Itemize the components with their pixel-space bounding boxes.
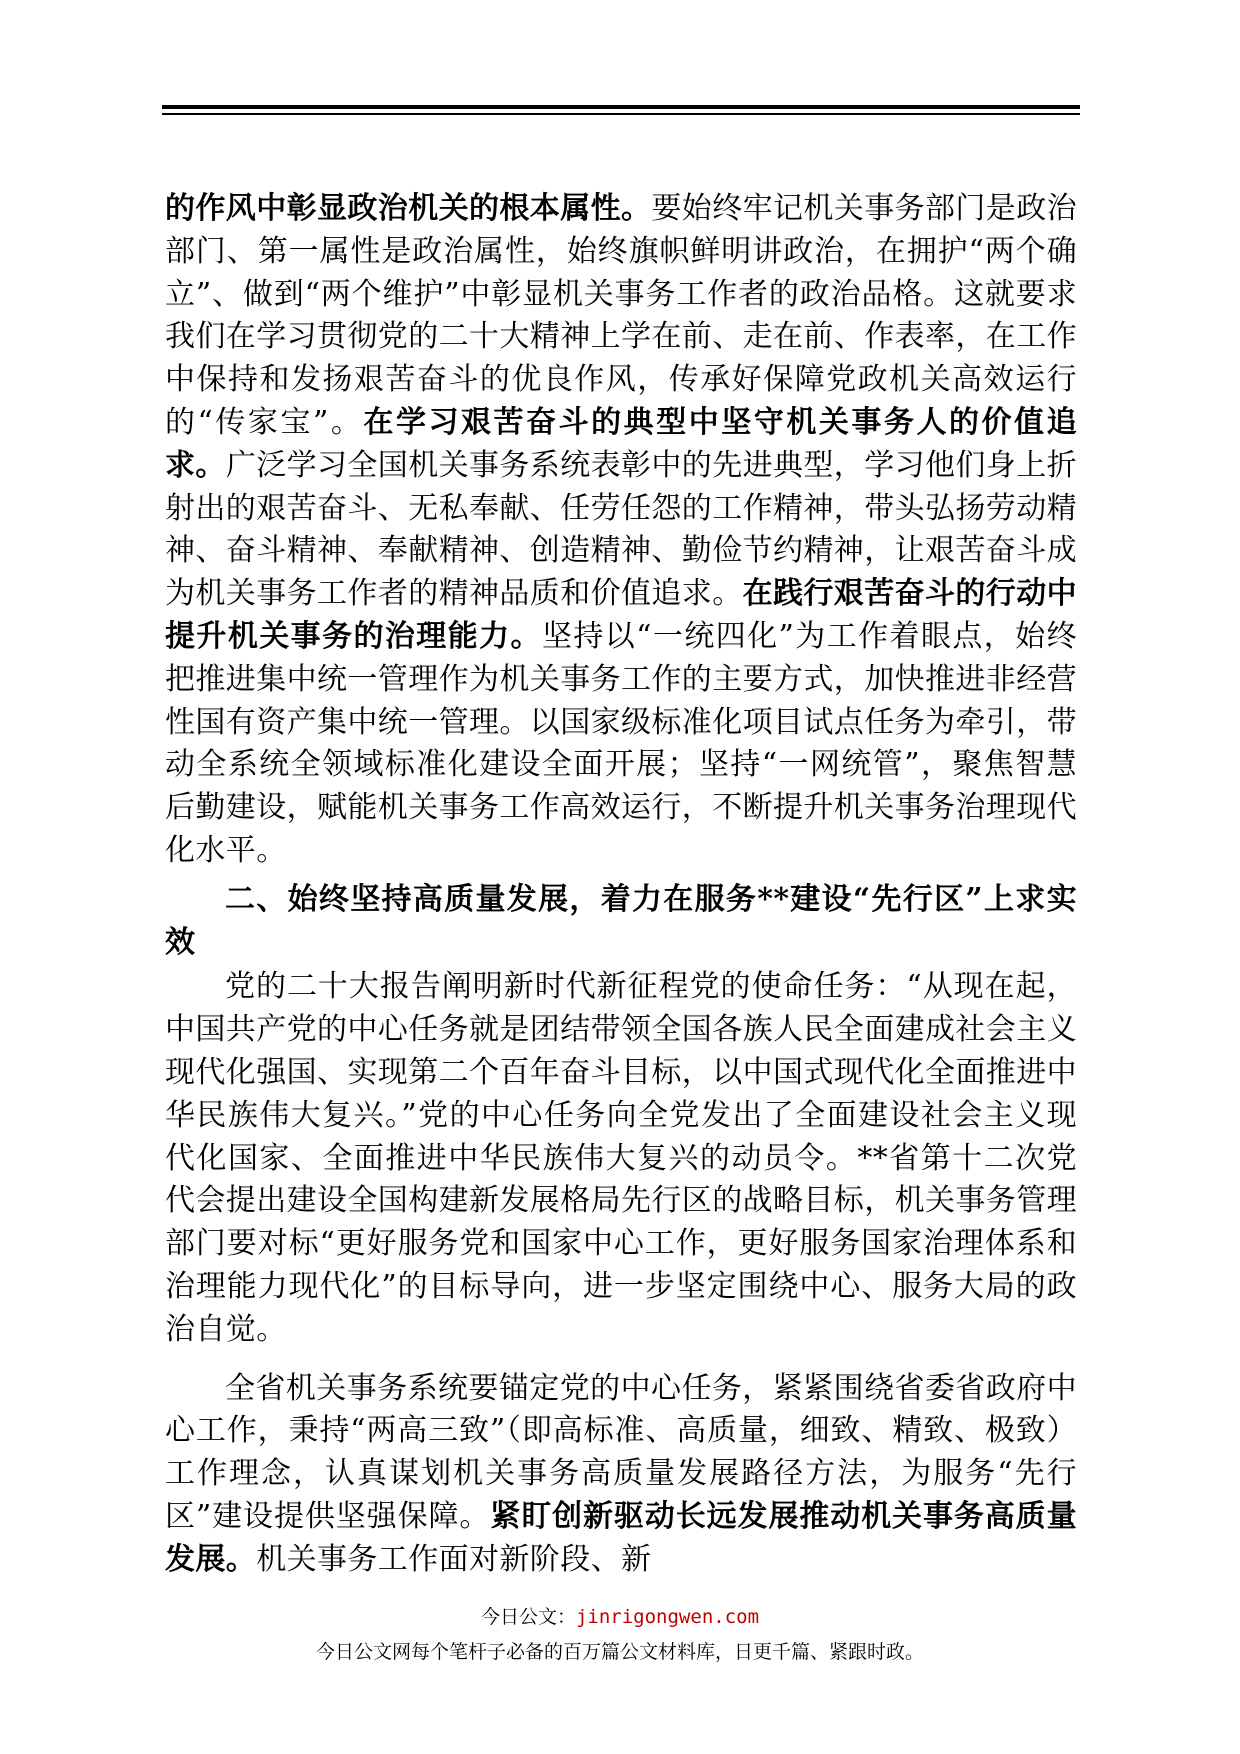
footer-source	[0, 1605, 1240, 1629]
bold-phrase-2: 在学习艰苦奋斗的典型中坚守机关事务人的价值追求。	[165, 404, 1077, 483]
bold-phrase-3: 在践行艰苦奋斗的行动中提升机关事务的治理能力。	[165, 576, 1078, 654]
text-run-4: 全省机关事务系统要锚定党的中心任务，紧紧围绕省委省政府中心工作，秉持“两高三致”（即高标准、高质量，细致、精致、极致）工作理念，认真谋划机关事务高质量发展路径方法，为服务“先行区”建设提供坚强保障。	[165, 1370, 1077, 1534]
paragraph-3	[165, 1368, 1077, 1582]
text-run-5: 机关事务工作面对新阶段、新	[256, 1541, 652, 1577]
bold-phrase-4: 紧盯创新驱动长远发展推动机关事务高质量发展。	[165, 1498, 1077, 1577]
section-heading-2: 二、始终坚持高质量发展，着力在服务**建设“先行区”上求实效	[165, 881, 1077, 960]
footer-site-link[interactable]: jinrigongwen.com	[575, 1606, 760, 1628]
footer-label: 今日公文：	[480, 1606, 576, 1628]
paragraph-1	[165, 188, 1077, 873]
text-run-2: 广泛学习全国机关事务系统表彰中的先进典型，学习他们身上折射出的艰苦奋斗、无私奉献、任劳任怨的工作精神，带头弘扬劳动精神、奋斗精神、奉献精神、创造精神、勤俭节约精神，让艰苦奋斗成为机关事务工作者的精神品质和价值追求。	[165, 447, 1078, 612]
header-rule-thick	[162, 105, 1080, 109]
header-rule-thin	[162, 113, 1080, 115]
bold-phrase-1: 的作风中彰显政治机关的根本属性。	[165, 191, 652, 226]
document-body	[165, 188, 1077, 1582]
text-run-3: 坚持以“一统四化”为工作着眼点，始终把推进集中统一管理作为机关事务工作的主要方式，加快推进非经营性国有资产集中统一管理。以国家级标准化项目试点任务为牵引，带动全系统全领域标准化建设全面开展；坚持“一网统管”，聚焦智慧后勤建设，赋能机关事务工作高效运行，不断提升机关事务治理现代化水平。	[165, 618, 1077, 868]
paragraph-2: 党的二十大报告阐明新时代新征程党的使命任务：“从现在起，中国共产党的中心任务就是团结带领全国各族人民全面建成社会主义现代化强国、实现第二个百年奋斗目标，以中国式现代化全面推进中华民族伟大复兴。”党的中心任务向全党发出了全面建设社会主义现代化国家、全面推进中华民族伟大复兴的动员令。**省第十二次党代会提出建设全国构建新发展格局先行区的战略目标，机关事务管理部门要对标“更好服务党和国家中心工作，更好服务国家治理体系和治理能力现代化”的目标导向，进一步坚定围绕中心、服务大局的政治自觉。	[165, 969, 1077, 1347]
footer-slogan: 今日公文网每个笔杆子必备的百万篇公文材料库，日更千篇、紧跟时政。	[315, 1641, 924, 1663]
text-run-1: 要始终牢记机关事务部门是政治部门、第一属性是政治属性，始终旗帜鲜明讲政治，在拥护“两个确立”、做到“两个维护”中彰显机关事务工作者的政治品格。这就要求我们在学习贯彻党的二十大精神上学在前、走在前、作表率，在工作中保持和发扬艰苦奋斗的优良作风，传承好保障党政机关高效运行的“传家宝”。	[165, 191, 1078, 440]
